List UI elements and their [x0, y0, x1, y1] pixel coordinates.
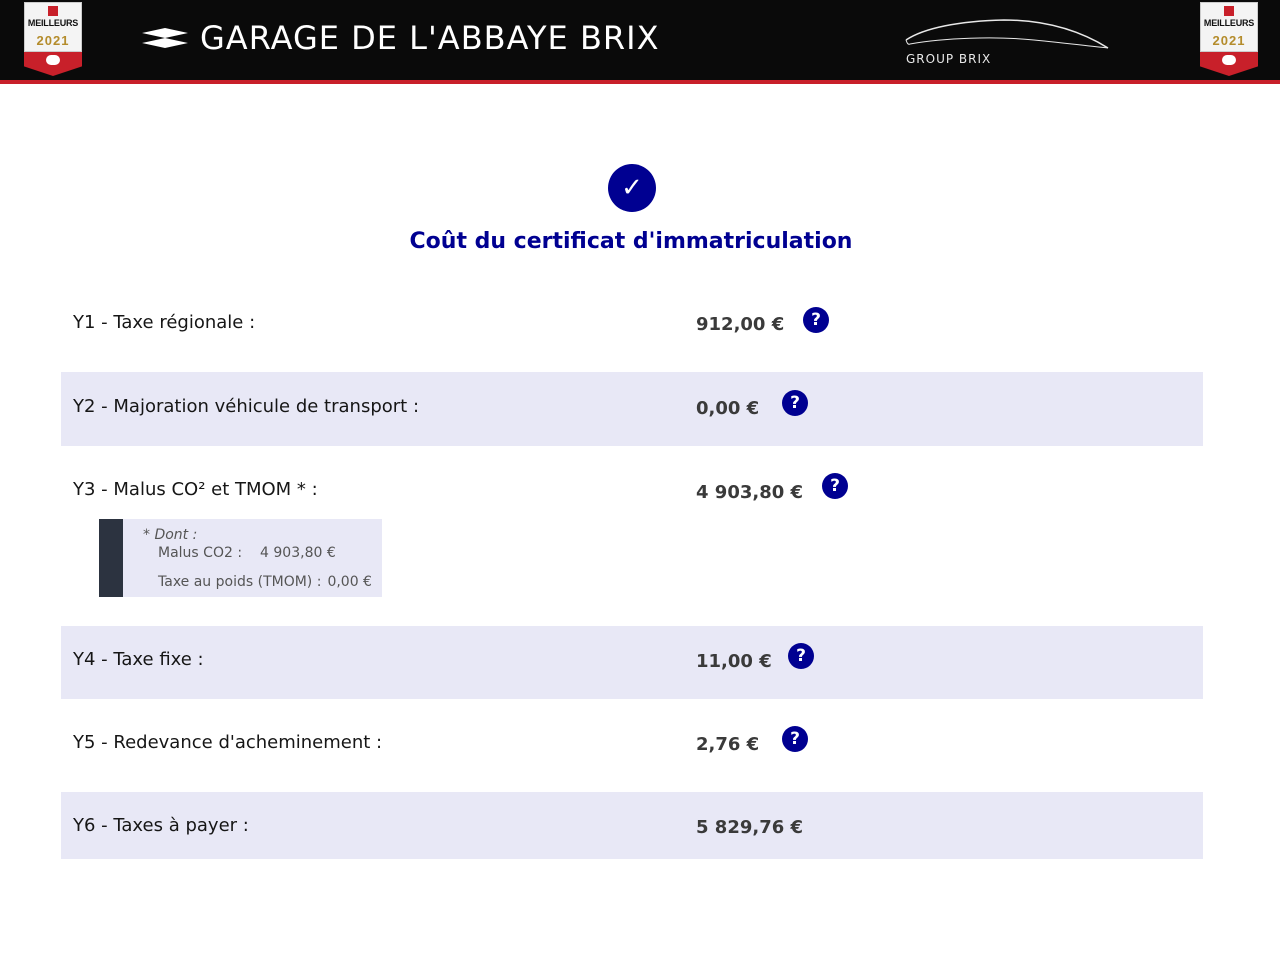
row-label: Y2 - Majoration véhicule de transport :	[73, 396, 420, 417]
row-label: Y1 - Taxe régionale :	[73, 312, 256, 333]
page-title: Coût du certificat d'immatriculation	[409, 229, 853, 254]
group-name: GROUP BRIX	[906, 52, 992, 66]
detail-intro: * Dont :	[143, 527, 198, 543]
row-amount: 4 903,80 €	[696, 482, 804, 503]
row-label: Y4 - Taxe fixe :	[73, 649, 204, 670]
group-logo[interactable]	[904, 18, 1114, 68]
table-row	[61, 792, 1203, 859]
malus-detail-box	[99, 519, 382, 597]
row-amount: 11,00 €	[696, 651, 772, 672]
brand-logo[interactable]	[142, 16, 659, 60]
row-amount: 912,00 €	[696, 314, 785, 335]
detail-line: Malus CO2 : 4 903,80 €	[158, 545, 336, 561]
detail-line: Taxe au poids (TMOM) : 0,00 €	[158, 574, 372, 590]
table-row	[61, 372, 1203, 446]
row-label: Y6 - Taxes à payer :	[73, 815, 249, 836]
row-label: Y5 - Redevance d'acheminement :	[73, 732, 383, 753]
award-badge-icon	[24, 2, 82, 76]
help-icon[interactable]: ?	[822, 473, 848, 499]
badge-word: MEILLEURS	[27, 18, 79, 28]
help-icon[interactable]: ?	[782, 726, 808, 752]
row-amount: 0,00 €	[696, 398, 760, 419]
badge-year: 2021	[36, 33, 70, 48]
help-icon[interactable]: ?	[788, 643, 814, 669]
car-silhouette-icon	[904, 18, 1112, 54]
diamond-logo-icon	[142, 26, 188, 50]
brand-name: GARAGE DE L'ABBAYE BRIX	[200, 19, 660, 57]
badge-year: 2021	[1212, 33, 1246, 48]
table-row	[61, 626, 1203, 699]
row-amount: 2,76 €	[696, 734, 760, 755]
help-icon[interactable]: ?	[803, 307, 829, 333]
row-label: Y3 - Malus CO² et TMOM * :	[73, 479, 318, 500]
award-badge-icon	[1200, 2, 1258, 76]
table-row	[61, 290, 1203, 356]
header-banner	[0, 0, 1280, 84]
row-amount-total: 5 829,76 €	[696, 817, 804, 838]
check-circle-icon: ✓	[608, 164, 656, 212]
table-row	[61, 713, 1203, 779]
badge-word: MEILLEURS	[1203, 18, 1255, 28]
help-icon[interactable]: ?	[782, 390, 808, 416]
